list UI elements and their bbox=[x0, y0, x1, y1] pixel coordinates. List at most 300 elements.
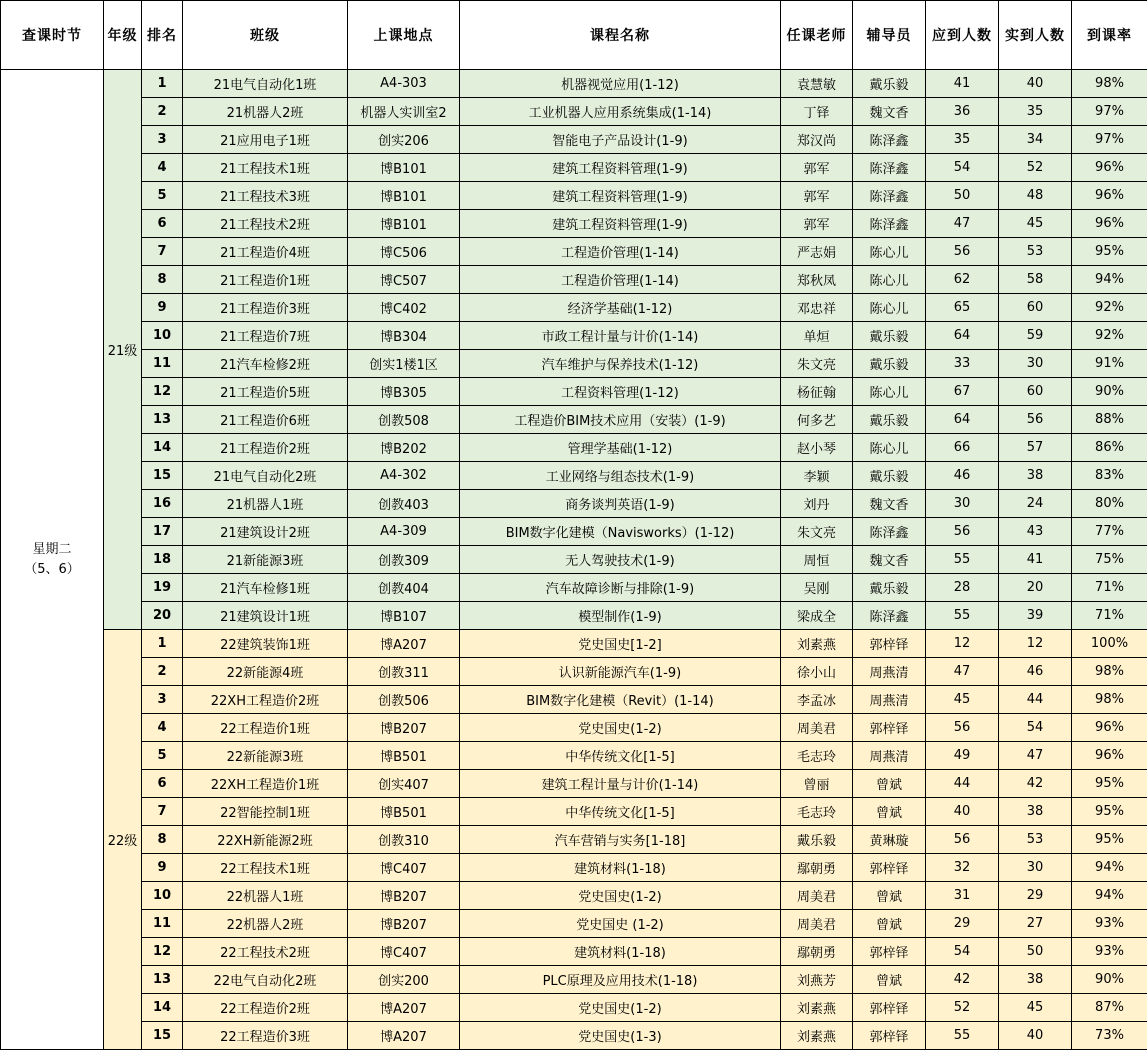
counselor-cell: 郭梓铎 bbox=[853, 1022, 926, 1050]
rank-cell: 13 bbox=[142, 406, 183, 434]
class-cell: 22XH新能源2班 bbox=[183, 826, 348, 854]
rate-cell: 83% bbox=[1072, 462, 1147, 490]
class-cell: 21机器人1班 bbox=[183, 490, 348, 518]
teacher-cell: 严志娟 bbox=[781, 238, 853, 266]
table-row bbox=[1, 182, 1147, 210]
table-row bbox=[1, 714, 1147, 742]
table-row bbox=[1, 238, 1147, 266]
teacher-cell: 毛志玲 bbox=[781, 742, 853, 770]
table-row bbox=[1, 98, 1147, 126]
table-row bbox=[1, 266, 1147, 294]
expected-cell: 64 bbox=[926, 406, 999, 434]
rate-cell: 96% bbox=[1072, 742, 1147, 770]
teacher-cell: 徐小山 bbox=[781, 658, 853, 686]
actual-cell: 29 bbox=[999, 882, 1072, 910]
course-cell: 党史国史(1-2) bbox=[460, 714, 781, 742]
counselor-cell: 曾斌 bbox=[853, 882, 926, 910]
table-row bbox=[1, 602, 1147, 630]
teacher-cell: 刘素燕 bbox=[781, 994, 853, 1022]
expected-cell: 45 bbox=[926, 686, 999, 714]
rate-cell: 90% bbox=[1072, 966, 1147, 994]
location-cell: 创教310 bbox=[348, 826, 460, 854]
counselor-cell: 曾斌 bbox=[853, 798, 926, 826]
class-cell: 21电气自动化2班 bbox=[183, 462, 348, 490]
rank-cell: 19 bbox=[142, 574, 183, 602]
location-cell: 博A207 bbox=[348, 1022, 460, 1050]
counselor-cell: 魏文香 bbox=[853, 490, 926, 518]
day-label: 星期二 bbox=[1, 540, 103, 560]
rank-cell: 15 bbox=[142, 1022, 183, 1050]
rate-cell: 98% bbox=[1072, 70, 1147, 98]
table-body bbox=[1, 70, 1147, 1050]
class-cell: 21工程造价2班 bbox=[183, 434, 348, 462]
course-cell: 工程资料管理(1-12) bbox=[460, 378, 781, 406]
rank-cell: 2 bbox=[142, 658, 183, 686]
class-cell: 22XH工程造价2班 bbox=[183, 686, 348, 714]
counselor-cell: 陈心儿 bbox=[853, 294, 926, 322]
expected-cell: 56 bbox=[926, 518, 999, 546]
course-cell: 中华传统文化[1-5] bbox=[460, 742, 781, 770]
class-cell: 21电气自动化1班 bbox=[183, 70, 348, 98]
class-cell: 21工程造价4班 bbox=[183, 238, 348, 266]
counselor-cell: 周燕清 bbox=[853, 686, 926, 714]
teacher-cell: 周美君 bbox=[781, 910, 853, 938]
expected-cell: 55 bbox=[926, 602, 999, 630]
teacher-cell: 曾丽 bbox=[781, 770, 853, 798]
rank-cell: 14 bbox=[142, 994, 183, 1022]
table-row bbox=[1, 882, 1147, 910]
teacher-cell: 梁成全 bbox=[781, 602, 853, 630]
expected-cell: 29 bbox=[926, 910, 999, 938]
actual-cell: 42 bbox=[999, 770, 1072, 798]
actual-cell: 46 bbox=[999, 658, 1072, 686]
rank-cell: 11 bbox=[142, 910, 183, 938]
actual-cell: 35 bbox=[999, 98, 1072, 126]
class-cell: 21工程造价7班 bbox=[183, 322, 348, 350]
location-cell: 博C407 bbox=[348, 854, 460, 882]
rate-cell: 86% bbox=[1072, 434, 1147, 462]
teacher-cell: 吴刚 bbox=[781, 574, 853, 602]
rate-cell: 92% bbox=[1072, 294, 1147, 322]
table-row bbox=[1, 798, 1147, 826]
rate-cell: 96% bbox=[1072, 714, 1147, 742]
actual-cell: 50 bbox=[999, 938, 1072, 966]
period-label: （5、6） bbox=[1, 560, 103, 580]
location-cell: A4-309 bbox=[348, 518, 460, 546]
expected-cell: 44 bbox=[926, 770, 999, 798]
expected-cell: 28 bbox=[926, 574, 999, 602]
rank-cell: 10 bbox=[142, 882, 183, 910]
location-cell: 博B501 bbox=[348, 742, 460, 770]
table-row bbox=[1, 854, 1147, 882]
actual-cell: 59 bbox=[999, 322, 1072, 350]
course-cell: 工程造价管理(1-14) bbox=[460, 266, 781, 294]
header-grade: 年级 bbox=[104, 1, 142, 70]
actual-cell: 45 bbox=[999, 210, 1072, 238]
class-cell: 22工程造价2班 bbox=[183, 994, 348, 1022]
rate-cell: 71% bbox=[1072, 574, 1147, 602]
course-cell: 中华传统文化[1-5] bbox=[460, 798, 781, 826]
course-cell: 无人驾驶技术(1-9) bbox=[460, 546, 781, 574]
rate-cell: 97% bbox=[1072, 98, 1147, 126]
counselor-cell: 郭梓铎 bbox=[853, 938, 926, 966]
location-cell: 博C506 bbox=[348, 238, 460, 266]
location-cell: 博B101 bbox=[348, 210, 460, 238]
actual-cell: 60 bbox=[999, 294, 1072, 322]
course-cell: 市政工程计量与计价(1-14) bbox=[460, 322, 781, 350]
teacher-cell: 郭军 bbox=[781, 182, 853, 210]
location-cell: 创教403 bbox=[348, 490, 460, 518]
rate-cell: 87% bbox=[1072, 994, 1147, 1022]
class-cell: 22电气自动化2班 bbox=[183, 966, 348, 994]
counselor-cell: 郭梓铎 bbox=[853, 714, 926, 742]
rate-cell: 75% bbox=[1072, 546, 1147, 574]
rank-cell: 6 bbox=[142, 770, 183, 798]
actual-cell: 38 bbox=[999, 966, 1072, 994]
course-cell: 汽车营销与实务[1-18] bbox=[460, 826, 781, 854]
course-cell: 商务谈判英语(1-9) bbox=[460, 490, 781, 518]
expected-cell: 67 bbox=[926, 378, 999, 406]
rate-cell: 94% bbox=[1072, 266, 1147, 294]
class-cell: 22工程造价3班 bbox=[183, 1022, 348, 1050]
course-cell: 管理学基础(1-12) bbox=[460, 434, 781, 462]
expected-cell: 62 bbox=[926, 266, 999, 294]
actual-cell: 58 bbox=[999, 266, 1072, 294]
rate-cell: 91% bbox=[1072, 350, 1147, 378]
rank-cell: 4 bbox=[142, 154, 183, 182]
course-cell: 建筑工程资料管理(1-9) bbox=[460, 182, 781, 210]
rate-cell: 80% bbox=[1072, 490, 1147, 518]
class-cell: 21工程造价5班 bbox=[183, 378, 348, 406]
table-row bbox=[1, 994, 1147, 1022]
location-cell: 博B304 bbox=[348, 322, 460, 350]
counselor-cell: 郭梓铎 bbox=[853, 630, 926, 658]
course-cell: 工业机器人应用系统集成(1-14) bbox=[460, 98, 781, 126]
location-cell: 博A207 bbox=[348, 630, 460, 658]
actual-cell: 53 bbox=[999, 238, 1072, 266]
teacher-cell: 单烜 bbox=[781, 322, 853, 350]
expected-cell: 56 bbox=[926, 238, 999, 266]
counselor-cell: 戴乐毅 bbox=[853, 574, 926, 602]
table-row bbox=[1, 294, 1147, 322]
rank-cell: 14 bbox=[142, 434, 183, 462]
expected-cell: 32 bbox=[926, 854, 999, 882]
table-row bbox=[1, 910, 1147, 938]
expected-cell: 56 bbox=[926, 714, 999, 742]
rank-cell: 1 bbox=[142, 70, 183, 98]
course-cell: 党史国史(1-2) bbox=[460, 994, 781, 1022]
rate-cell: 95% bbox=[1072, 798, 1147, 826]
location-cell: 博B207 bbox=[348, 910, 460, 938]
rank-cell: 8 bbox=[142, 266, 183, 294]
rank-cell: 8 bbox=[142, 826, 183, 854]
counselor-cell: 陈心儿 bbox=[853, 434, 926, 462]
counselor-cell: 周燕清 bbox=[853, 742, 926, 770]
location-cell: 创实200 bbox=[348, 966, 460, 994]
course-cell: 认识新能源汽车(1-9) bbox=[460, 658, 781, 686]
counselor-cell: 曾斌 bbox=[853, 910, 926, 938]
class-cell: 21工程造价3班 bbox=[183, 294, 348, 322]
rate-cell: 96% bbox=[1072, 210, 1147, 238]
rank-cell: 1 bbox=[142, 630, 183, 658]
class-cell: 22建筑装饰1班 bbox=[183, 630, 348, 658]
teacher-cell: 郑汉尚 bbox=[781, 126, 853, 154]
rank-cell: 16 bbox=[142, 490, 183, 518]
location-cell: 创教309 bbox=[348, 546, 460, 574]
table-row bbox=[1, 630, 1147, 658]
location-cell: A4-303 bbox=[348, 70, 460, 98]
expected-cell: 33 bbox=[926, 350, 999, 378]
location-cell: 机器人实训室2 bbox=[348, 98, 460, 126]
location-cell: 博B101 bbox=[348, 154, 460, 182]
course-cell: 建筑工程资料管理(1-9) bbox=[460, 210, 781, 238]
actual-cell: 34 bbox=[999, 126, 1072, 154]
course-cell: 机器视觉应用(1-12) bbox=[460, 70, 781, 98]
header-rank: 排名 bbox=[142, 1, 183, 70]
location-cell: A4-302 bbox=[348, 462, 460, 490]
class-cell: 21建筑设计2班 bbox=[183, 518, 348, 546]
rank-cell: 5 bbox=[142, 742, 183, 770]
rate-cell: 94% bbox=[1072, 854, 1147, 882]
rank-cell: 17 bbox=[142, 518, 183, 546]
teacher-cell: 刘燕芳 bbox=[781, 966, 853, 994]
counselor-cell: 陈泽鑫 bbox=[853, 518, 926, 546]
teacher-cell: 邓忠祥 bbox=[781, 294, 853, 322]
actual-cell: 56 bbox=[999, 406, 1072, 434]
class-cell: 21工程造价6班 bbox=[183, 406, 348, 434]
rate-cell: 77% bbox=[1072, 518, 1147, 546]
teacher-cell: 丁铎 bbox=[781, 98, 853, 126]
course-cell: BIM数字化建模（Navisworks）(1-12) bbox=[460, 518, 781, 546]
header-row bbox=[1, 1, 1147, 70]
header-rate: 到课率 bbox=[1072, 1, 1147, 70]
teacher-cell: 李颖 bbox=[781, 462, 853, 490]
counselor-cell: 周燕清 bbox=[853, 658, 926, 686]
actual-cell: 47 bbox=[999, 742, 1072, 770]
rank-cell: 5 bbox=[142, 182, 183, 210]
day-cell bbox=[1, 70, 104, 1050]
expected-cell: 56 bbox=[926, 826, 999, 854]
table-row bbox=[1, 490, 1147, 518]
counselor-cell: 戴乐毅 bbox=[853, 350, 926, 378]
location-cell: 创实407 bbox=[348, 770, 460, 798]
teacher-cell: 毛志玲 bbox=[781, 798, 853, 826]
rate-cell: 95% bbox=[1072, 826, 1147, 854]
counselor-cell: 戴乐毅 bbox=[853, 462, 926, 490]
counselor-cell: 魏文香 bbox=[853, 546, 926, 574]
table-row bbox=[1, 434, 1147, 462]
class-cell: 21工程技术3班 bbox=[183, 182, 348, 210]
actual-cell: 40 bbox=[999, 70, 1072, 98]
location-cell: 博B101 bbox=[348, 182, 460, 210]
counselor-cell: 戴乐毅 bbox=[853, 70, 926, 98]
class-cell: 21工程技术1班 bbox=[183, 154, 348, 182]
rank-cell: 11 bbox=[142, 350, 183, 378]
counselor-cell: 郭梓铎 bbox=[853, 854, 926, 882]
location-cell: 博A207 bbox=[348, 994, 460, 1022]
location-cell: 博B202 bbox=[348, 434, 460, 462]
rate-cell: 96% bbox=[1072, 182, 1147, 210]
rate-cell: 93% bbox=[1072, 910, 1147, 938]
rate-cell: 94% bbox=[1072, 882, 1147, 910]
table-row bbox=[1, 154, 1147, 182]
actual-cell: 57 bbox=[999, 434, 1072, 462]
rank-cell: 13 bbox=[142, 966, 183, 994]
expected-cell: 64 bbox=[926, 322, 999, 350]
table-row bbox=[1, 350, 1147, 378]
location-cell: 博C407 bbox=[348, 938, 460, 966]
location-cell: 创实206 bbox=[348, 126, 460, 154]
rank-cell: 15 bbox=[142, 462, 183, 490]
actual-cell: 24 bbox=[999, 490, 1072, 518]
counselor-cell: 曾斌 bbox=[853, 770, 926, 798]
table-row bbox=[1, 462, 1147, 490]
actual-cell: 38 bbox=[999, 798, 1072, 826]
teacher-cell: 郭军 bbox=[781, 154, 853, 182]
header-course: 课程名称 bbox=[460, 1, 781, 70]
rate-cell: 88% bbox=[1072, 406, 1147, 434]
teacher-cell: 周恒 bbox=[781, 546, 853, 574]
teacher-cell: 刘素燕 bbox=[781, 630, 853, 658]
expected-cell: 55 bbox=[926, 546, 999, 574]
expected-cell: 12 bbox=[926, 630, 999, 658]
teacher-cell: 何多艺 bbox=[781, 406, 853, 434]
rank-cell: 7 bbox=[142, 238, 183, 266]
teacher-cell: 李孟冰 bbox=[781, 686, 853, 714]
actual-cell: 48 bbox=[999, 182, 1072, 210]
actual-cell: 12 bbox=[999, 630, 1072, 658]
actual-cell: 52 bbox=[999, 154, 1072, 182]
course-cell: BIM数字化建模（Revit）(1-14) bbox=[460, 686, 781, 714]
rate-cell: 96% bbox=[1072, 154, 1147, 182]
location-cell: 创教506 bbox=[348, 686, 460, 714]
table-row bbox=[1, 546, 1147, 574]
counselor-cell: 陈泽鑫 bbox=[853, 602, 926, 630]
teacher-cell: 鄢朝勇 bbox=[781, 938, 853, 966]
teacher-cell: 袁慧敏 bbox=[781, 70, 853, 98]
expected-cell: 55 bbox=[926, 1022, 999, 1050]
actual-cell: 20 bbox=[999, 574, 1072, 602]
teacher-cell: 周美君 bbox=[781, 714, 853, 742]
teacher-cell: 刘丹 bbox=[781, 490, 853, 518]
teacher-cell: 郑秋凤 bbox=[781, 266, 853, 294]
course-cell: 工程造价管理(1-14) bbox=[460, 238, 781, 266]
header-teacher: 任课老师 bbox=[781, 1, 853, 70]
rank-cell: 3 bbox=[142, 686, 183, 714]
table-row bbox=[1, 574, 1147, 602]
actual-cell: 40 bbox=[999, 1022, 1072, 1050]
course-cell: 工程造价BIM技术应用（安装）(1-9) bbox=[460, 406, 781, 434]
expected-cell: 40 bbox=[926, 798, 999, 826]
course-cell: 智能电子产品设计(1-9) bbox=[460, 126, 781, 154]
course-cell: 汽车维护与保养技术(1-12) bbox=[460, 350, 781, 378]
teacher-cell: 刘素燕 bbox=[781, 1022, 853, 1050]
header-location: 上课地点 bbox=[348, 1, 460, 70]
class-cell: 21工程造价1班 bbox=[183, 266, 348, 294]
rank-cell: 18 bbox=[142, 546, 183, 574]
header-actual: 实到人数 bbox=[999, 1, 1072, 70]
header-counselor: 辅导员 bbox=[853, 1, 926, 70]
expected-cell: 47 bbox=[926, 210, 999, 238]
counselor-cell: 郭梓铎 bbox=[853, 994, 926, 1022]
class-cell: 22新能源3班 bbox=[183, 742, 348, 770]
grade-cell: 22级 bbox=[104, 630, 142, 1050]
actual-cell: 45 bbox=[999, 994, 1072, 1022]
counselor-cell: 戴乐毅 bbox=[853, 406, 926, 434]
table-row bbox=[1, 966, 1147, 994]
actual-cell: 27 bbox=[999, 910, 1072, 938]
location-cell: 创教404 bbox=[348, 574, 460, 602]
location-cell: 创实1楼1区 bbox=[348, 350, 460, 378]
counselor-cell: 黄琳璇 bbox=[853, 826, 926, 854]
table-row bbox=[1, 406, 1147, 434]
rate-cell: 71% bbox=[1072, 602, 1147, 630]
expected-cell: 30 bbox=[926, 490, 999, 518]
course-cell: 建筑材料(1-18) bbox=[460, 854, 781, 882]
course-cell: 党史国史(1-3) bbox=[460, 1022, 781, 1050]
counselor-cell: 曾斌 bbox=[853, 966, 926, 994]
course-cell: PLC原理及应用技术(1-18) bbox=[460, 966, 781, 994]
table-row bbox=[1, 770, 1147, 798]
grade-cell: 21级 bbox=[104, 70, 142, 630]
rate-cell: 95% bbox=[1072, 238, 1147, 266]
table-row bbox=[1, 126, 1147, 154]
counselor-cell: 陈泽鑫 bbox=[853, 126, 926, 154]
rank-cell: 9 bbox=[142, 294, 183, 322]
course-cell: 工业网络与组态技术(1-9) bbox=[460, 462, 781, 490]
header-class: 班级 bbox=[183, 1, 348, 70]
expected-cell: 35 bbox=[926, 126, 999, 154]
class-cell: 22工程技术1班 bbox=[183, 854, 348, 882]
rate-cell: 73% bbox=[1072, 1022, 1147, 1050]
teacher-cell: 鄢朝勇 bbox=[781, 854, 853, 882]
location-cell: 创教508 bbox=[348, 406, 460, 434]
teacher-cell: 杨征翰 bbox=[781, 378, 853, 406]
counselor-cell: 陈泽鑫 bbox=[853, 210, 926, 238]
header-day: 查课时节 bbox=[1, 1, 104, 70]
table-row bbox=[1, 658, 1147, 686]
class-cell: 22XH工程造价1班 bbox=[183, 770, 348, 798]
counselor-cell: 魏文香 bbox=[853, 98, 926, 126]
table-row bbox=[1, 322, 1147, 350]
course-cell: 建筑材料(1-18) bbox=[460, 938, 781, 966]
class-cell: 22智能控制1班 bbox=[183, 798, 348, 826]
expected-cell: 49 bbox=[926, 742, 999, 770]
location-cell: 博B107 bbox=[348, 602, 460, 630]
rate-cell: 92% bbox=[1072, 322, 1147, 350]
expected-cell: 66 bbox=[926, 434, 999, 462]
rate-cell: 98% bbox=[1072, 658, 1147, 686]
location-cell: 博B207 bbox=[348, 714, 460, 742]
expected-cell: 52 bbox=[926, 994, 999, 1022]
teacher-cell: 周美君 bbox=[781, 882, 853, 910]
location-cell: 博B501 bbox=[348, 798, 460, 826]
table-row bbox=[1, 742, 1147, 770]
class-cell: 22机器人2班 bbox=[183, 910, 348, 938]
expected-cell: 46 bbox=[926, 462, 999, 490]
rate-cell: 93% bbox=[1072, 938, 1147, 966]
expected-cell: 54 bbox=[926, 154, 999, 182]
rate-cell: 90% bbox=[1072, 378, 1147, 406]
class-cell: 22工程技术2班 bbox=[183, 938, 348, 966]
course-cell: 模型制作(1-9) bbox=[460, 602, 781, 630]
rank-cell: 4 bbox=[142, 714, 183, 742]
course-cell: 汽车故障诊断与排除(1-9) bbox=[460, 574, 781, 602]
actual-cell: 39 bbox=[999, 602, 1072, 630]
counselor-cell: 陈泽鑫 bbox=[853, 154, 926, 182]
table-row bbox=[1, 210, 1147, 238]
teacher-cell: 戴乐毅 bbox=[781, 826, 853, 854]
